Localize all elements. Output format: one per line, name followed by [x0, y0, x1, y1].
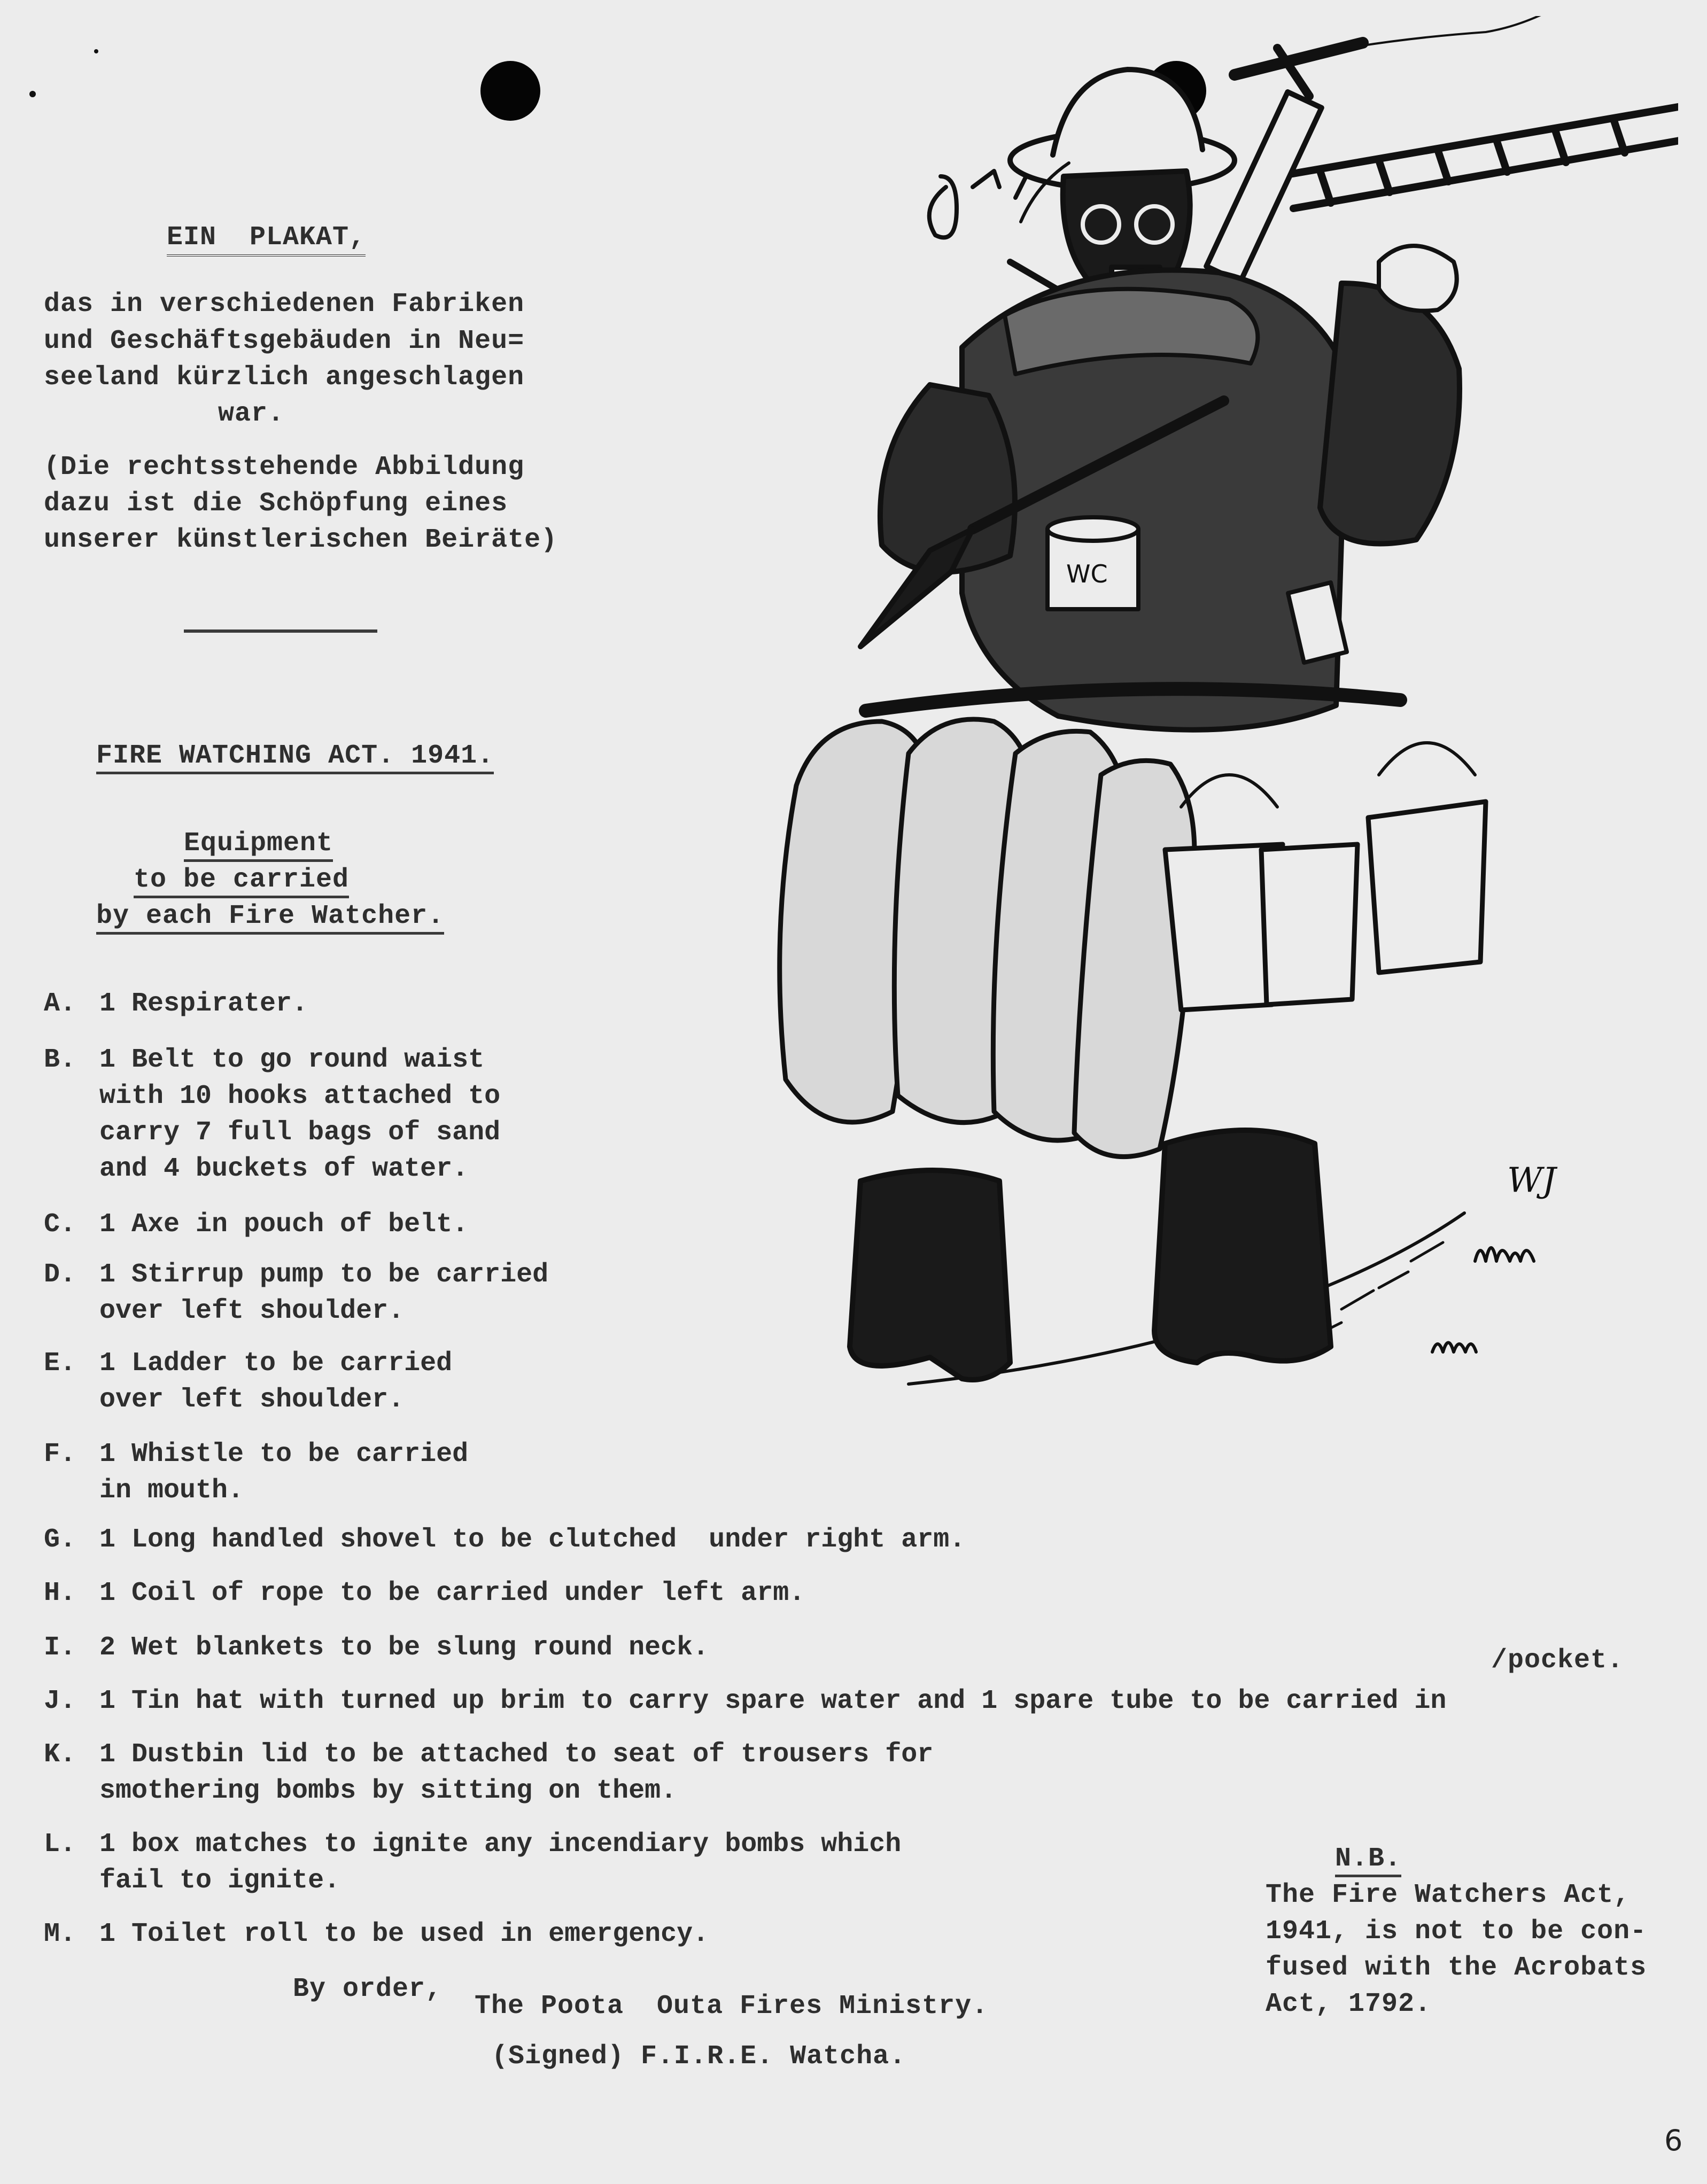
rope-tie	[1347, 16, 1550, 48]
ladder-icon	[1277, 80, 1678, 208]
list-item-d: D. 1 Stirrup pump to be carried over left shoulder.	[44, 1260, 549, 1326]
act-title: FIRE WATCHING ACT. 1941.	[96, 743, 494, 774]
page-number: 6	[1664, 2124, 1683, 2157]
list-item-j: J. 1 Tin hat with turned up brim to carry spare water and 1 spare tube to be carried in	[44, 1686, 1447, 1716]
fire-watcher-illustration	[631, 16, 1678, 1491]
list-item-e: E. 1 Ladder to be carried over left shoulder.	[44, 1348, 453, 1415]
plakat-note-3: unserer künstlerischen Beiräte)	[44, 525, 558, 555]
list-item-b: B. 1 Belt to go round waist with 10 hooks attached to carry 7 full bags of sand and 4 buckets of water.	[44, 1045, 501, 1184]
ink-speck	[29, 91, 36, 97]
ministry-name: The Poota Outa Fires Ministry.	[475, 1991, 989, 2022]
artist-initials: WJ	[1507, 1161, 1556, 1200]
act-subtitle-3: by each Fire Watcher.	[96, 903, 444, 935]
punch-hole-left	[480, 61, 540, 121]
plakat-note-1: (Die rechtsstehende Abbildung	[44, 452, 525, 483]
nb-heading: N.B.	[1335, 1846, 1401, 1877]
ink-speck	[94, 49, 98, 53]
grass-tuft	[1432, 1343, 1476, 1353]
water-buckets	[1165, 743, 1486, 1010]
plakat-heading: EIN PLAKAT,	[167, 224, 366, 257]
list-item-g: G. 1 Long handled shovel to be clutched under right arm.	[44, 1525, 966, 1555]
plakat-line-2: und Geschäftsgebäuden in Neu=	[44, 326, 525, 356]
list-item-h: H. 1 Coil of rope to be carried under left arm.	[44, 1578, 805, 1608]
sandbags	[780, 719, 1194, 1157]
right-arm	[1320, 283, 1460, 544]
act-subtitle-1: Equipment	[184, 830, 333, 862]
nb-line-4: Act, 1792.	[1266, 1989, 1432, 2019]
list-item-k: K. 1 Dustbin lid to be attached to seat of trousers for smothering bombs by sitting on them.	[44, 1739, 934, 1806]
pocket-note: /pocket.	[1491, 1645, 1624, 1676]
by-order: By order,	[293, 1974, 443, 2004]
divider-rule	[184, 629, 377, 633]
plakat-line-4: war.	[218, 399, 285, 429]
list-item-i: I. 2 Wet blankets to be slung round neck.	[44, 1633, 709, 1663]
nb-line-3: fused with the Acrobats	[1266, 1953, 1647, 1983]
list-item-a: A. 1 Respirater.	[44, 989, 308, 1019]
music-notes	[929, 171, 1026, 237]
list-item-m: M. 1 Toilet roll to be used in emergency.	[44, 1919, 709, 1949]
grass-tuft	[1475, 1248, 1534, 1261]
plakat-note-2: dazu ist die Schöpfung eines	[44, 488, 508, 519]
left-leg	[850, 1170, 1010, 1380]
nb-line-1: The Fire Watchers Act,	[1266, 1880, 1631, 1910]
list-item-f: F. 1 Whistle to be carried in mouth.	[44, 1439, 469, 1506]
act-subtitle-2: to be carried	[134, 867, 349, 898]
tin-label: WC	[1066, 559, 1108, 588]
nb-line-2: 1941, is not to be con-	[1266, 1916, 1647, 1947]
plakat-line-1: das in verschiedenen Fabriken	[44, 289, 525, 320]
right-leg	[1154, 1130, 1331, 1363]
hand	[1379, 246, 1457, 311]
plakat-line-3: seeland kürzlich angeschlagen	[44, 362, 525, 393]
list-item-c: C. 1 Axe in pouch of belt.	[44, 1209, 469, 1240]
list-item-l: L. 1 box matches to ignite any incendiary bombs which fail to ignite.	[44, 1829, 902, 1896]
signed-line: (Signed) F.I.R.E. Watcha.	[492, 2041, 906, 2072]
